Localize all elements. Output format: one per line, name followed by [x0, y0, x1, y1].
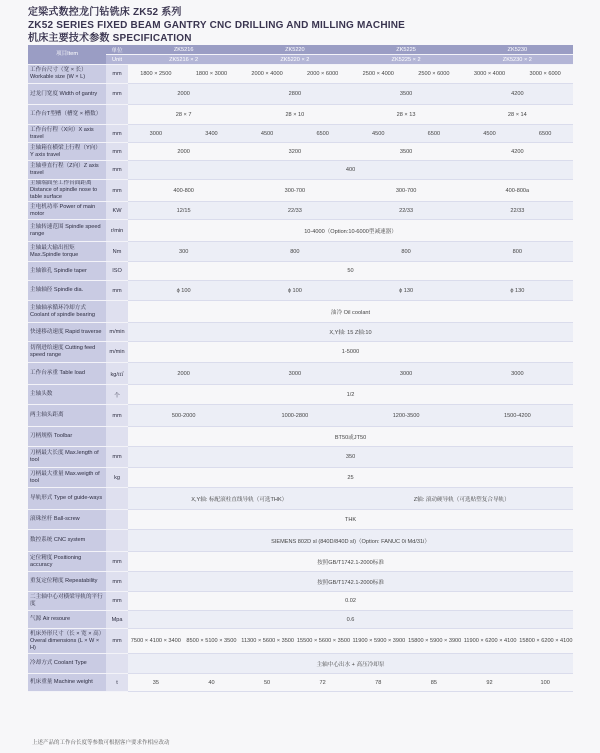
spec-row: [28, 143, 573, 161]
spec-value: 1-5000: [128, 342, 573, 363]
spec-value: 3000 × 4000: [462, 65, 518, 84]
spec-value: 1000-2800: [239, 405, 350, 427]
spec-value: ϕ 100: [128, 281, 239, 301]
spec-item-label: 定位精度 Positioning accuracy: [28, 552, 106, 572]
spec-unit: mm: [106, 405, 128, 427]
spec-item-label: 重复定位精度 Repeatability: [28, 572, 106, 592]
variant-header: ZK5225 × 2: [350, 55, 461, 65]
spec-unit: mm: [106, 281, 128, 301]
spec-value: 100: [517, 674, 573, 692]
spec-item-label: 主轴端面至工作台面距离 Distance of spindle nose to table surface: [28, 180, 106, 202]
spec-unit: [106, 488, 128, 510]
model-header: ZK5225: [350, 45, 461, 55]
spec-value: 3500: [350, 84, 461, 105]
spec-unit: Mpa: [106, 611, 128, 629]
spec-value: 15500 × 5600 × 3500: [295, 629, 351, 654]
spec-value: 2000: [128, 363, 239, 385]
item-column-header: 项目Item: [28, 45, 106, 65]
spec-item-label: 工作台尺寸（宽 × 长）Workable size (W × L): [28, 65, 106, 84]
spec-unit: mm: [106, 143, 128, 161]
spec-value: 22/33: [239, 202, 350, 220]
spec-unit: mm: [106, 629, 128, 654]
spec-value: X,Y轴: 15 Z轴:10: [128, 323, 573, 342]
spec-value: 1800 × 2500: [128, 65, 184, 84]
spec-item-label: 工作台承重 Table load: [28, 363, 106, 385]
spec-value: 11900 × 5900 × 3900: [350, 629, 406, 654]
spec-value: 3500: [350, 143, 461, 161]
spec-value: 2500 × 4000: [350, 65, 406, 84]
spec-unit: mm: [106, 572, 128, 592]
spec-value: 800: [462, 242, 573, 262]
variant-header: ZK5220 × 2: [239, 55, 350, 65]
spec-value: 500-2000: [128, 405, 239, 427]
spec-value: 800: [350, 242, 461, 262]
spec-value: 7500 × 4100 × 3400: [128, 629, 184, 654]
spec-row: [28, 202, 573, 220]
spec-value: 50: [128, 262, 573, 281]
spec-unit: Nm: [106, 242, 128, 262]
model-header-row: [28, 45, 573, 55]
spec-row: [28, 592, 573, 611]
spec-item-label: 主轴轴承循环冷却方式 Coolant of spindle bearing: [28, 301, 106, 323]
spec-item-label: 过龙门宽度 Width of gantry: [28, 84, 106, 105]
spec-row: [28, 629, 573, 654]
model-header: ZK5230: [462, 45, 573, 55]
spec-value: 25: [128, 468, 573, 488]
spec-row: [28, 161, 573, 180]
spec-unit: ISO: [106, 262, 128, 281]
spec-row: [28, 84, 573, 105]
spec-value: 300-700: [350, 180, 461, 202]
spec-item-label: 工作台T型槽（槽宽 × 槽数）: [28, 105, 106, 125]
spec-unit: mm: [106, 592, 128, 611]
spec-value: 12/15: [128, 202, 239, 220]
spec-unit: 个: [106, 385, 128, 405]
variant-header: ZK5216 × 2: [128, 55, 239, 65]
model-header: ZK5216: [128, 45, 239, 55]
spec-item-label: 主轴头数: [28, 385, 106, 405]
spec-item-label: 刀柄最大长度 Max.length of tool: [28, 447, 106, 468]
spec-item-label: 冷却方式 Coolant Type: [28, 654, 106, 674]
spec-value: 4500: [462, 125, 518, 143]
spec-unit: mm: [106, 84, 128, 105]
spec-value: 78: [350, 674, 406, 692]
spec-row: [28, 180, 573, 202]
spec-row: [28, 242, 573, 262]
spec-value: 1800 × 3000: [184, 65, 240, 84]
spec-value: 4200: [462, 84, 573, 105]
spec-value: 3000: [239, 363, 350, 385]
spec-value: 3400: [184, 125, 240, 143]
spec-value: 2800: [239, 84, 350, 105]
spec-unit: kg/㎡: [106, 363, 128, 385]
spec-item-label: 滚珠丝杆 Ball-screw: [28, 510, 106, 530]
spec-row: [28, 105, 573, 125]
spec-value: SIEMENS 802D sl (840D/840D sl)（Option: FANUC 0i Md/31i）: [128, 530, 573, 552]
spec-value: 8500 × 5100 × 3500: [184, 629, 240, 654]
spec-value: 15800 × 6200 × 4100: [517, 629, 573, 654]
spec-value: ϕ 130: [350, 281, 461, 301]
spec-value: 28 × 7: [128, 105, 239, 125]
spec-value: 72: [295, 674, 351, 692]
spec-value: 28 × 10: [239, 105, 350, 125]
spec-value: 800: [239, 242, 350, 262]
spec-unit: KW: [106, 202, 128, 220]
spec-row: [28, 654, 573, 674]
spec-unit: m/min: [106, 342, 128, 363]
specification-table: [28, 45, 573, 692]
spec-value: 6500: [406, 125, 462, 143]
spec-subtitle: 机床主要技术参数 SPECIFICATION: [28, 33, 192, 44]
spec-value: 6500: [295, 125, 351, 143]
spec-value: 3000: [350, 363, 461, 385]
spec-row: [28, 674, 573, 692]
spec-value: 15800 × 5900 × 3900: [406, 629, 462, 654]
spec-row: [28, 405, 573, 427]
spec-item-label: 气源 Air resoure: [28, 611, 106, 629]
spec-row: [28, 530, 573, 552]
spec-unit: [106, 510, 128, 530]
footnote: 上述产品的工作台长度等参数可根据客户要求作相应改动: [32, 740, 170, 746]
document-header: [28, 6, 405, 45]
spec-item-label: 刀柄最大重量 Max.weigth of tool: [28, 468, 106, 488]
spec-value: 2000 × 4000: [239, 65, 295, 84]
spec-value: 1500-4200: [462, 405, 573, 427]
spec-value: 2000: [128, 143, 239, 161]
specification-body: [28, 65, 573, 692]
spec-value: 350: [128, 447, 573, 468]
unit-header-en: Unit: [106, 55, 128, 65]
variant-header-row: [28, 55, 573, 65]
spec-value: 0.02: [128, 592, 573, 611]
spec-item-label: 主轴最大输出扭矩 Max.Spindle torque: [28, 242, 106, 262]
spec-row: [28, 447, 573, 468]
spec-item-label: 工作台行程（X向）X axis travel: [28, 125, 106, 143]
spec-unit: [106, 301, 128, 323]
spec-value: 3000: [462, 363, 573, 385]
spec-row: [28, 572, 573, 592]
spec-item-label: 数控系统 CNC system: [28, 530, 106, 552]
model-header: ZK5220: [239, 45, 350, 55]
spec-item-label: 快速移动速度 Rapid traverse: [28, 323, 106, 342]
variant-header: ZK5230 × 2: [462, 55, 573, 65]
spec-row: [28, 468, 573, 488]
spec-row: [28, 427, 573, 447]
spec-row: [28, 262, 573, 281]
spec-row: [28, 552, 573, 572]
spec-value: 28 × 14: [462, 105, 573, 125]
spec-value: ϕ 130: [462, 281, 573, 301]
spec-value: 1/2: [128, 385, 573, 405]
title-english: ZK52 SERIES FIXED BEAM GANTRY CNC DRILLING AND MILLING MACHINE: [28, 20, 406, 31]
spec-row: [28, 342, 573, 363]
spec-value: Z轴: 滚动硬导轨（可选贴塑复合导轨）: [350, 488, 573, 510]
spec-value: 400-800a: [462, 180, 573, 202]
spec-unit: kg: [106, 468, 128, 488]
spec-value: ϕ 100: [239, 281, 350, 301]
spec-value: 92: [462, 674, 518, 692]
unit-header-cn: 单位: [106, 45, 128, 55]
spec-unit: mm: [106, 552, 128, 572]
spec-item-label: 主轴转速范围 Spindle speed range: [28, 220, 106, 242]
spec-unit: [106, 654, 128, 674]
spec-unit: t: [106, 674, 128, 692]
spec-value: 11300 × 5600 × 3500: [239, 629, 295, 654]
spec-unit: mm: [106, 125, 128, 143]
spec-unit: [106, 105, 128, 125]
spec-item-label: 切削进给速度 Cutting feed speed range: [28, 342, 106, 363]
spec-item-label: 二主轴中心对横梁导轨的平行度: [28, 592, 106, 611]
spec-value: 400: [128, 161, 573, 180]
spec-item-label: 主轴轴径 Spindle dia.: [28, 281, 106, 301]
spec-row: [28, 125, 573, 143]
spec-value: 22/33: [350, 202, 461, 220]
spec-item-label: 机床外形尺寸（长 × 宽 × 高）Overal dimensions (L × W × H): [28, 629, 106, 654]
spec-row: [28, 220, 573, 242]
spec-value: 按照GB/T1742.1-2000标准: [128, 572, 573, 592]
spec-unit: mm: [106, 65, 128, 84]
spec-value: 50: [239, 674, 295, 692]
spec-value: 10-4000（Option:10-6000型减速器）: [128, 220, 573, 242]
spec-row: [28, 363, 573, 385]
spec-value: 2500 × 6000: [406, 65, 462, 84]
spec-item-label: 导轨形式 Type of guide-ways: [28, 488, 106, 510]
spec-row: [28, 281, 573, 301]
spec-item-label: 主轴垂直行程（Z向）Z axis travel: [28, 161, 106, 180]
spec-row: [28, 510, 573, 530]
spec-value: 300: [128, 242, 239, 262]
spec-value: 300-700: [239, 180, 350, 202]
spec-value: 4200: [462, 143, 573, 161]
spec-value: 2000 × 6000: [295, 65, 351, 84]
spec-value: 0.6: [128, 611, 573, 629]
spec-value: X,Y轴: 标配滚柱直线导轨（可选THK）: [128, 488, 350, 510]
spec-value: 主轴中心出水 + 高压冷却泵: [128, 654, 573, 674]
spec-unit: mm: [106, 161, 128, 180]
spec-value: 28 × 13: [350, 105, 461, 125]
spec-row: [28, 65, 573, 84]
spec-value: 2000: [128, 84, 239, 105]
spec-value: 85: [406, 674, 462, 692]
spec-value: 3000: [128, 125, 184, 143]
spec-value: 按照GB/T1742.1-2000标准: [128, 552, 573, 572]
spec-item-label: 主电机功率 Power of main motor: [28, 202, 106, 220]
spec-item-label: 机床重量 Machine weight: [28, 674, 106, 692]
spec-unit: [106, 427, 128, 447]
spec-value: 35: [128, 674, 184, 692]
spec-value: 11900 × 6200 × 4100: [462, 629, 518, 654]
spec-row: [28, 488, 573, 510]
spec-value: 3000 × 6000: [517, 65, 573, 84]
spec-row: [28, 301, 573, 323]
spec-value: BT50或JT50: [128, 427, 573, 447]
spec-value: 油冷 Oil coolant: [128, 301, 573, 323]
spec-value: THK: [128, 510, 573, 530]
spec-item-label: 刀柄规格 Toolbar: [28, 427, 106, 447]
spec-unit: [106, 530, 128, 552]
spec-row: [28, 611, 573, 629]
spec-value: 6500: [517, 125, 573, 143]
spec-unit: mm: [106, 447, 128, 468]
spec-unit: r/min: [106, 220, 128, 242]
spec-value: 4500: [239, 125, 295, 143]
title-chinese: 定梁式数控龙门钻铣床 ZK52 系列: [28, 7, 182, 18]
spec-unit: mm: [106, 180, 128, 202]
spec-value: 1200-3500: [350, 405, 461, 427]
spec-unit: m/min: [106, 323, 128, 342]
spec-value: 4500: [350, 125, 406, 143]
spec-item-label: 两主轴头距离: [28, 405, 106, 427]
spec-value: 22/33: [462, 202, 573, 220]
spec-row: [28, 323, 573, 342]
spec-item-label: 主轴锥孔 Spindle taper: [28, 262, 106, 281]
spec-value: 400-800: [128, 180, 239, 202]
spec-item-label: 主轴箱在横梁上行程（Y向）Y axis travel: [28, 143, 106, 161]
spec-value: 40: [184, 674, 240, 692]
spec-value: 3200: [239, 143, 350, 161]
spec-row: [28, 385, 573, 405]
